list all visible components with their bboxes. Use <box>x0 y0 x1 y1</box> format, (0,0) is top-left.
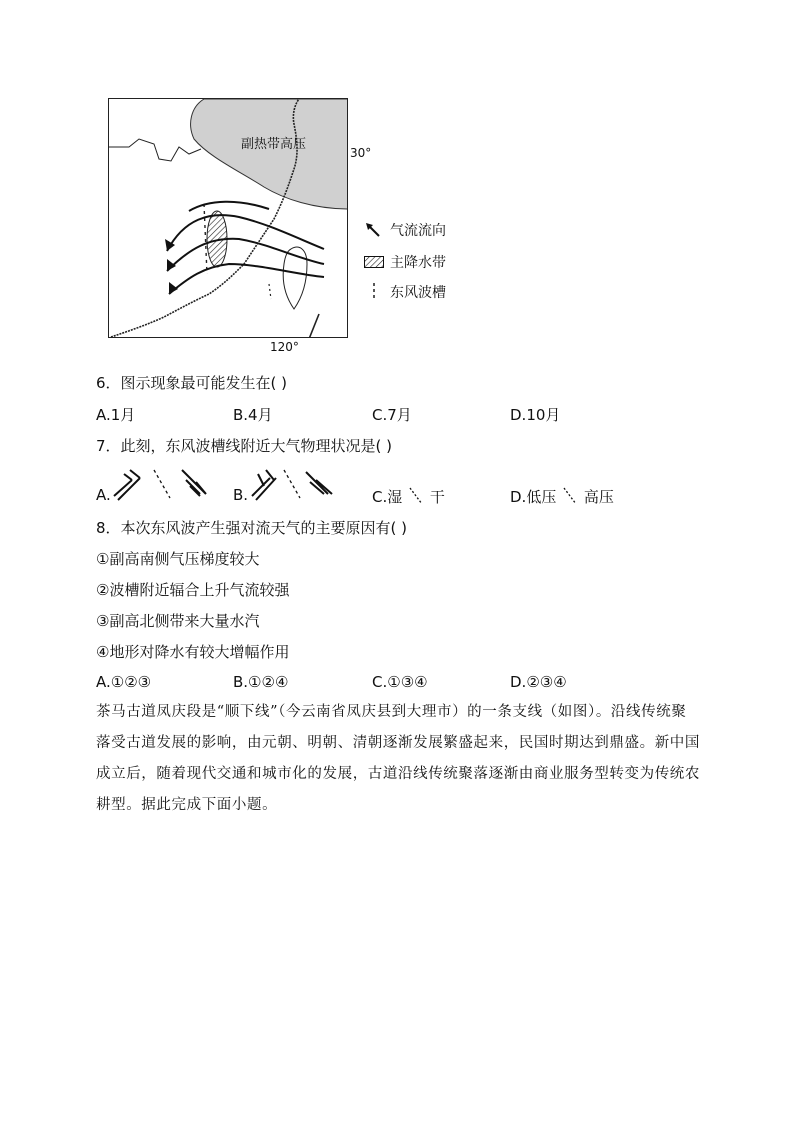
q7-option-c[interactable] <box>372 486 445 507</box>
subtropical-high-area <box>191 99 348 209</box>
q8-option-c[interactable]: C.①③④ <box>372 673 428 691</box>
q7-option-a-label: A. <box>96 486 111 504</box>
legend-airflow-label: 气流流向 <box>390 223 446 239</box>
arrow-heads <box>165 239 178 294</box>
q8-option-d[interactable]: D.②③④ <box>510 673 567 691</box>
question-8-stem: 8．本次东风波产生强对流天气的主要原因有( ) <box>96 519 408 537</box>
trough-dash-icon <box>408 486 424 506</box>
map-drawing <box>109 99 348 338</box>
q7-option-d[interactable] <box>510 486 614 507</box>
question-6-stem: 6．图示现象最可能发生在( ) <box>96 374 288 392</box>
arrow-icon <box>364 222 382 238</box>
q8-item-3: ③副高北侧带来大量水汽 <box>96 612 260 630</box>
wind-barbs-a-icon <box>110 466 210 502</box>
border-line <box>109 139 201 161</box>
q7-option-c-label: C.湿 <box>372 488 403 506</box>
trough-dash-icon <box>562 486 578 506</box>
q7-option-a[interactable] <box>96 486 111 504</box>
q7-option-d-label-2: 高压 <box>583 488 614 506</box>
dash-line-icon <box>364 282 384 302</box>
q6-option-a[interactable]: A.1月 <box>96 406 136 424</box>
longitude-label: 120° <box>270 340 299 354</box>
hatch-icon <box>364 256 384 268</box>
q7-option-b[interactable] <box>233 486 248 504</box>
q7-option-d-label: D.低压 <box>510 488 557 506</box>
q8-option-a[interactable]: A.①②③ <box>96 673 152 691</box>
q8-item-4: ④地形对降水有较大增幅作用 <box>96 643 290 661</box>
question-7-stem: 7．此刻，东风波槽线附近大气物理状况是( ) <box>96 437 393 455</box>
q7-option-b-label: B. <box>233 486 249 504</box>
legend-rainband-label: 主降水带 <box>390 255 446 271</box>
legend-trough <box>364 282 446 302</box>
q8-item-2: ②波槽附近辐合上升气流较强 <box>96 581 290 599</box>
high-pressure-label: 副热带高压 <box>241 137 307 152</box>
q6-option-d[interactable]: D.10月 <box>510 406 561 424</box>
wind-barbs-b-icon <box>248 466 338 502</box>
q8-option-b[interactable]: B.①②④ <box>233 673 289 691</box>
q6-option-c[interactable]: C.7月 <box>372 406 412 424</box>
latitude-label: 30° <box>350 146 372 160</box>
legend-rainband <box>364 252 446 272</box>
legend-trough-label: 东风波槽 <box>390 285 446 301</box>
q6-option-b[interactable]: B.4月 <box>233 406 273 424</box>
q7-option-c-label-2: 干 <box>429 488 445 506</box>
legend-airflow <box>364 220 446 240</box>
q8-item-1: ①副高南侧气压梯度较大 <box>96 550 260 568</box>
reading-passage: 茶马古道凤庆段是“顺下线”（今云南省凤庆县到大理市）的一条支线（如图）。沿线传统聚落受古道发展的影响，由元朝、明朝、清朝逐渐发展繁盛起来，民国时期达到鼎盛。新中国成立后，随着现代交通和城市化的发展，古道沿线传统聚落逐渐由商业服务型转变为传统农耕型。据此完成下面小题。 <box>96 704 700 813</box>
weather-map <box>108 98 348 338</box>
